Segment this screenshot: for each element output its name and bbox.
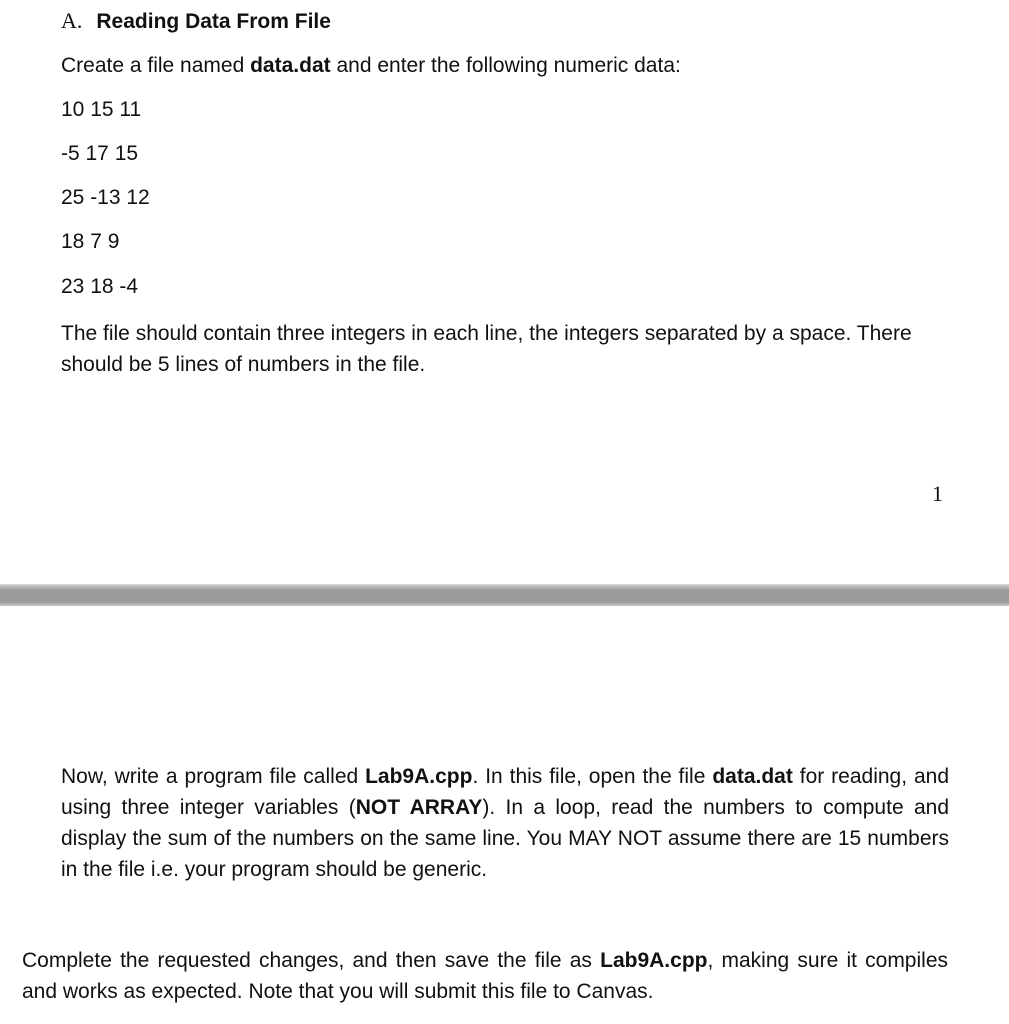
section-title: Reading Data From File: [96, 10, 331, 33]
data-row-3: 25 -13 12: [61, 186, 150, 209]
program-text-2: . In this file, open the file: [472, 765, 713, 788]
closing-filename: Lab9A.cpp: [600, 949, 708, 972]
program-text-4: ). In a loop, read the numbers to compute and display the sum of the numbers on the same line. You MAY NOT assume there are 15 numbers in the file i.e. your program should be generic.: [61, 796, 949, 881]
intro-suffix: and enter the following numeric data:: [330, 54, 681, 77]
intro-prefix: Create a file named: [61, 54, 251, 77]
program-text-1: Now, write a program file called: [61, 765, 366, 788]
intro-line: [61, 54, 681, 78]
program-instructions: [61, 761, 949, 885]
data-row-4: 18 7 9: [61, 230, 120, 253]
intro-filename: data.dat: [250, 54, 331, 77]
closing-instructions: [22, 945, 948, 1007]
data-row-5: 23 18 -4: [61, 275, 139, 298]
not-array-emphasis: NOT ARRAY: [355, 796, 483, 819]
program-filename: Lab9A.cpp: [365, 765, 473, 788]
program-text-3: for reading, and using three integer variables (: [61, 765, 949, 819]
section-heading: [61, 8, 331, 34]
data-row-2: -5 17 15: [61, 142, 139, 165]
page-number: 1: [932, 481, 943, 506]
section-letter: A.: [61, 8, 83, 33]
data-row-1: 10 15 11: [61, 98, 142, 121]
page-separator: [0, 584, 1009, 606]
closing-text-2: , making sure it compiles and works as expected. Note that you will submit this file to Canvas.: [22, 949, 948, 1003]
file-description: The file should contain three integers in each line, the integers separated by a space. There should be 5 lines of numbers in the file.: [61, 322, 912, 376]
closing-text-1: Complete the requested changes, and then save the file as: [22, 949, 601, 972]
data-filename: data.dat: [712, 765, 793, 788]
